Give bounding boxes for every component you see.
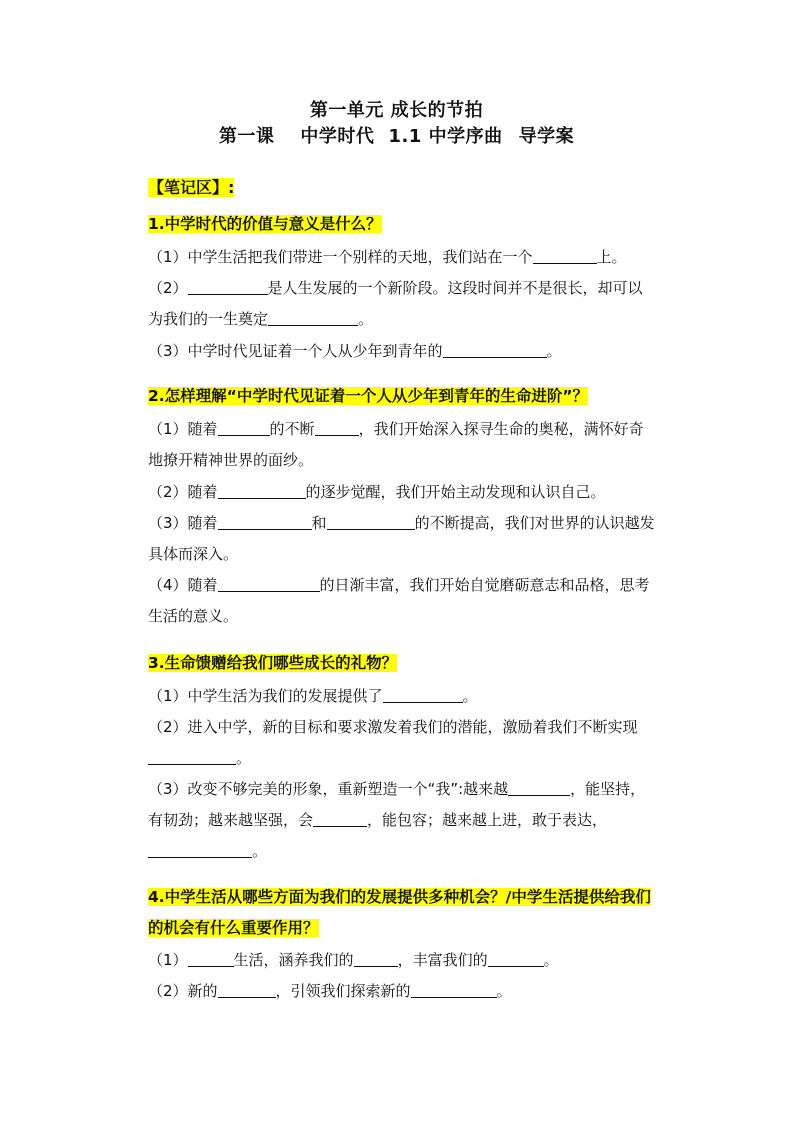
answer-blank[interactable] — [443, 343, 547, 358]
q3-line-5: 有韧劲；越来越坚强，会 ，能包容；越来越上进，敢于表达， — [148, 811, 608, 829]
answer-blank[interactable] — [218, 484, 306, 499]
q2-line-6: （4）随着 的日渐丰富，我们开始自觉磨砺意志和品格，思考 — [148, 576, 650, 594]
answer-blank[interactable] — [383, 688, 463, 703]
answer-blank[interactable] — [218, 983, 276, 998]
answer-blank[interactable] — [218, 421, 270, 436]
q2-line-4: （3）随着 和 的不断提高，我们对世界的认识越发 — [148, 514, 655, 532]
answer-blank[interactable] — [148, 843, 252, 858]
answer-blank[interactable] — [533, 249, 597, 264]
answer-blank[interactable] — [315, 421, 359, 436]
question-2-title: 2.怎样理解“中学时代见证着一个人从少年到青年的生命进阶”？ — [148, 387, 589, 405]
q3-line-2: （2）进入中学，新的目标和要求激发着我们的潜能，激励着我们不断实现 — [148, 718, 638, 736]
answer-blank[interactable] — [508, 781, 570, 796]
answer-blank[interactable] — [488, 952, 544, 967]
q3-line-1: （1）中学生活为我们的发展提供了 。 — [148, 687, 478, 705]
q2-line-1: （1）随着 的不断 ，我们开始深入探寻生命的奥秘，满怀好奇 — [148, 420, 644, 438]
q2-line-7: 生活的意义。 — [148, 607, 239, 625]
q3-line-4: （3）改变不够完美的形象，重新塑造一个“我”:越来越 ，能坚持， — [148, 780, 646, 798]
answer-blank[interactable] — [218, 577, 320, 592]
q3-line-3: 。 — [148, 747, 678, 768]
question-4-title-line-1: 4.中学生活从哪些方面为我们的发展提供多种机会？/中学生活提供给我们 — [148, 888, 651, 906]
answer-blank[interactable] — [313, 812, 367, 827]
q2-line-3: （2）随着 的逐步觉醒，我们开始主动发现和认识自己。 — [148, 483, 606, 501]
answer-blank[interactable] — [148, 750, 236, 765]
question-1-title: 1.中学时代的价值与意义是什么？ — [148, 215, 382, 233]
answer-blank[interactable] — [411, 983, 497, 998]
q1-line-2: （2） 是人生发展的一个新阶段。这段时间并不是很长，却可以 — [148, 279, 643, 297]
q3-line-6: 。 — [148, 840, 678, 861]
q2-line-5: 具体而深入。 — [148, 545, 239, 563]
section-name: 1.1 中学序曲 — [388, 126, 503, 147]
answer-blank[interactable] — [268, 311, 358, 326]
answer-blank[interactable] — [188, 952, 234, 967]
q4-line-2: （2）新的 ，引领我们探索新的 。 — [148, 982, 512, 1000]
lesson-title — [0, 122, 793, 148]
q1-line-4: （3）中学时代见证着一个人从少年到青年的 。 — [148, 342, 562, 360]
answer-blank[interactable] — [188, 280, 268, 295]
doc-type: 导学案 — [518, 126, 575, 147]
unit-title: 第一单元 成长的节拍 — [309, 100, 484, 121]
question-4-title-line-2: 的机会有什么重要作用？ — [148, 919, 319, 937]
answer-blank[interactable] — [327, 515, 415, 530]
q1-line-3: 为我们的一生奠定 。 — [148, 310, 374, 328]
q4-line-1: （1） 生活，涵养我们的 ，丰富我们的 。 — [148, 951, 559, 969]
q1-line-1: （1）中学生活把我们带进一个别样的天地，我们站在一个 上。 — [148, 248, 627, 266]
answer-blank[interactable] — [354, 952, 398, 967]
answer-blank[interactable] — [218, 515, 312, 530]
lesson-number: 第一课 — [218, 126, 275, 147]
q2-line-2: 地撩开精神世界的面纱。 — [148, 451, 314, 469]
question-3-title: 3.生命馈赠给我们哪些成长的礼物？ — [148, 654, 398, 672]
note-area-label: 【笔记区】: — [148, 178, 235, 197]
chapter-name: 中学时代 — [300, 126, 375, 147]
